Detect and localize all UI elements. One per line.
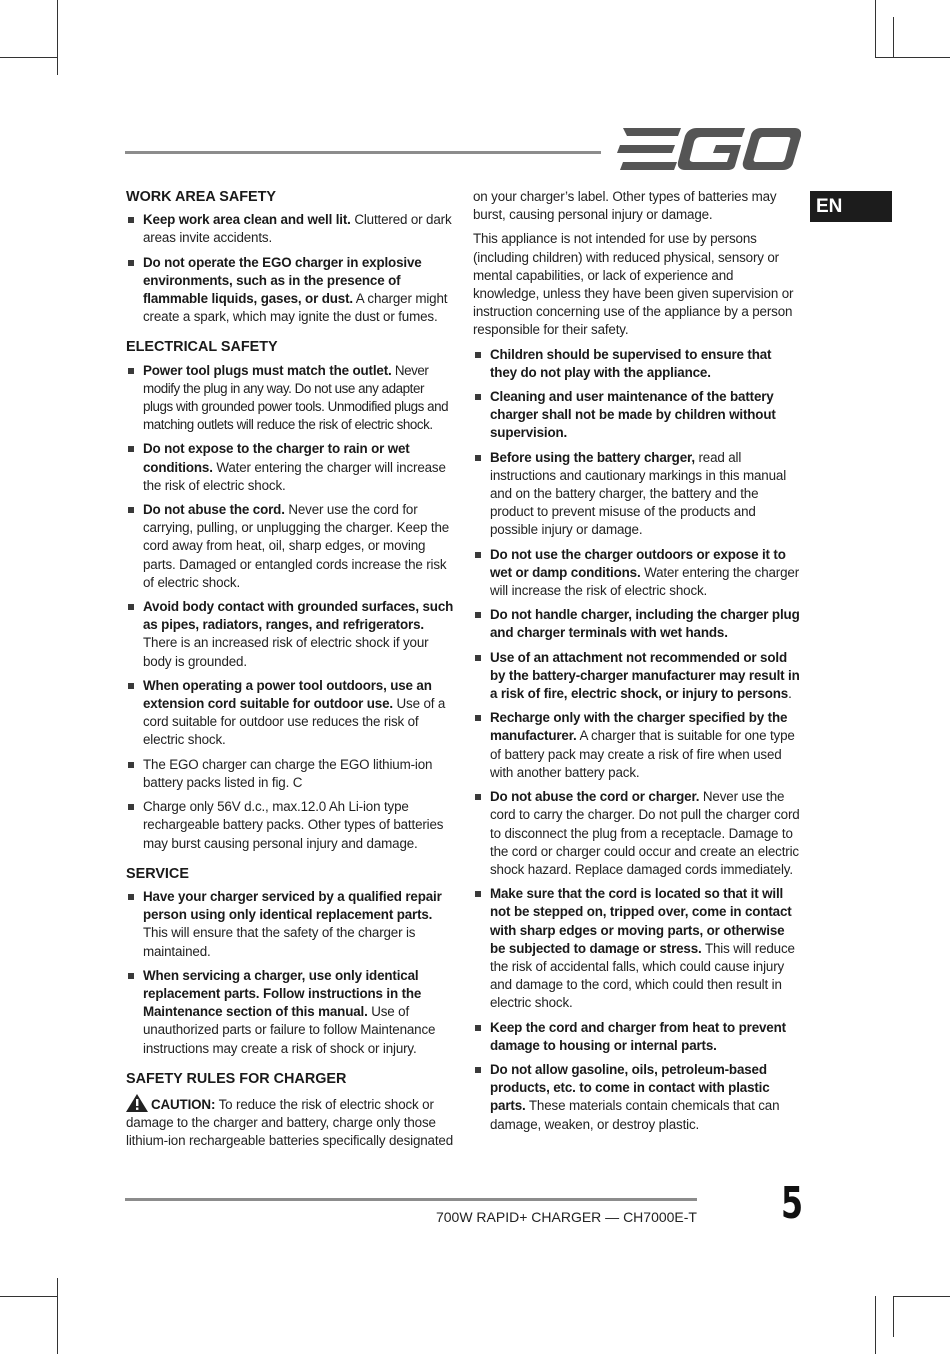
- list-item: Do not handle charger, including the charger plug and charger terminals with wet hands.: [473, 606, 801, 642]
- footer-rule: [125, 1198, 697, 1201]
- list-item: Do not abuse the cord or charger. Never use the cord to carry the charger. Do not pull the charger cord to disconnect the plug from a receptacle. Damage to the cord or charger could occur and create an electric shock hazard. Replace damaged cords immediately.: [473, 788, 801, 879]
- paragraph: This appliance is not intended for use by persons (including children) with reduced physical, sensory or mental capabilities, or lack of experience and knowledge, unless they have been given supervision or instruction concerning use of the appliance by a person responsible for their safety.: [473, 231, 794, 338]
- list-item: The EGO charger can charge the EGO lithium-ion battery packs listed in fig. C: [126, 756, 454, 792]
- crop-mark: [0, 1296, 57, 1297]
- right-column: [473, 188, 801, 1140]
- crop-mark: [57, 0, 58, 75]
- list-item: Have your charger serviced by a qualified repair person using only identical replacement parts. This will ensure that the safety of the charger is maintained.: [126, 888, 454, 961]
- list-item: Do not allow gasoline, oils, petroleum-based products, etc. to come in contact with plastic parts. These materials contain chemicals that can damage, weaken, or destroy plastic.: [473, 1061, 801, 1134]
- page-number: 5: [781, 1178, 804, 1229]
- list-item: Make sure that the cord is located so that it will not be stepped on, tripped over, come in contact with sharp edges or moving parts, or otherwise be subjected to damage or stress. This will reduce the risk of accidental falls, which could cause injury and damage to the cord, which could then result in electric shock.: [473, 885, 801, 1012]
- section-heading-electrical: ELECTRICAL SAFETY: [126, 339, 278, 356]
- list-item: Power tool plugs must match the outlet. Never modify the plug in any way. Do not use any adapter plugs with grounded power tools. Unmodified plugs and matching outlets will reduce the risk of electric shock.: [126, 362, 454, 435]
- charger-rules-list: [473, 346, 801, 1134]
- caution-label: CAUTION:: [151, 1096, 216, 1112]
- list-item: Keep the cord and charger from heat to prevent damage to housing or internal parts.: [473, 1019, 801, 1055]
- list-item: Do not use the charger outdoors or expose it to wet or damp conditions. Water entering the charger will increase the risk of electric shock.: [473, 546, 801, 601]
- list-item: Do not operate the EGO charger in explosive environments, such as in the presence of flammable liquids, gases, or dust. A charger might create a spark, which may ignite the dust or fumes.: [126, 254, 454, 327]
- section-heading-service: SERVICE: [126, 865, 189, 882]
- left-column: [126, 188, 454, 1157]
- list-item: When operating a power tool outdoors, use an extension cord suitable for outdoor use. Use of a cord suitable for outdoor use reduces the risk of electric shock.: [126, 677, 454, 750]
- crop-mark: [0, 57, 57, 58]
- crop-mark: [875, 1296, 876, 1354]
- list-item: Do not expose to the charger to rain or wet conditions. Water entering the charger will increase the risk of electric shock.: [126, 440, 454, 495]
- caution-paragraph: CAUTION: To reduce the risk of electric shock or damage to the charger and battery, charge only those lithium-ion rechargeable batteries specifically designated: [126, 1094, 454, 1151]
- crop-mark: [893, 1296, 894, 1337]
- header-rule: [125, 151, 601, 154]
- crop-mark: [893, 1296, 950, 1297]
- footer-title: 700W RAPID+ CHARGER — CH7000E-T: [435, 1209, 697, 1225]
- list-item: Keep work area clean and well lit. Cluttered or dark areas invite accidents.: [126, 211, 454, 247]
- list-item: Cleaning and user maintenance of the battery charger shall not be made by children without supervision.: [473, 388, 801, 443]
- paragraph: on your charger’s label. Other types of batteries may burst, causing personal injury or damage.: [473, 189, 777, 223]
- service-list: [126, 888, 454, 1058]
- list-item: Use of an attachment not recommended or sold by the battery-charger manufacturer may result in a risk of fire, electric shock, or injury to persons.: [473, 649, 801, 704]
- electrical-list: [126, 362, 454, 853]
- ego-logo: [617, 128, 801, 172]
- language-tab: EN: [810, 191, 892, 222]
- list-item: Do not abuse the cord. Never use the cord for carrying, pulling, or unplugging the charger. Keep the cord away from heat, oil, sharp edges, or moving parts. Damaged or entangled cords increase the risk of electric shock.: [126, 501, 454, 592]
- crop-mark: [875, 57, 950, 58]
- work-area-list: [126, 211, 454, 326]
- list-item: Before using the battery charger, read all instructions and cautionary markings in this manual and on the battery charger, the battery and the product to prevent misuse of the products and possible injury or damage.: [473, 449, 801, 540]
- list-item: When servicing a charger, use only identical replacement parts. Follow instructions in the Maintenance section of this manual. Use of unauthorized parts or failure to follow Maintenance instructions may create a risk of shock or injury.: [126, 967, 454, 1058]
- list-item: Charge only 56V d.c., max.12.0 Ah Li-ion type rechargeable battery packs. Other types of batteries may burst causing personal injury and damage.: [126, 798, 454, 853]
- crop-mark: [57, 1278, 58, 1354]
- list-item: Avoid body contact with grounded surfaces, such as pipes, radiators, ranges, and refrigerators. There is an increased risk of electric shock if your body is grounded.: [126, 598, 454, 671]
- section-heading-charger-rules: SAFETY RULES FOR CHARGER: [126, 1070, 347, 1087]
- crop-mark: [893, 17, 894, 58]
- crop-mark: [875, 0, 876, 58]
- warning-triangle-icon: [126, 1094, 148, 1112]
- list-item: Children should be supervised to ensure that they do not play with the appliance.: [473, 346, 801, 382]
- section-heading-work-area: WORK AREA SAFETY: [126, 189, 277, 205]
- list-item: Recharge only with the charger specified by the manufacturer. A charger that is suitable for one type of battery pack may create a risk of fire when used with another battery pack.: [473, 709, 801, 782]
